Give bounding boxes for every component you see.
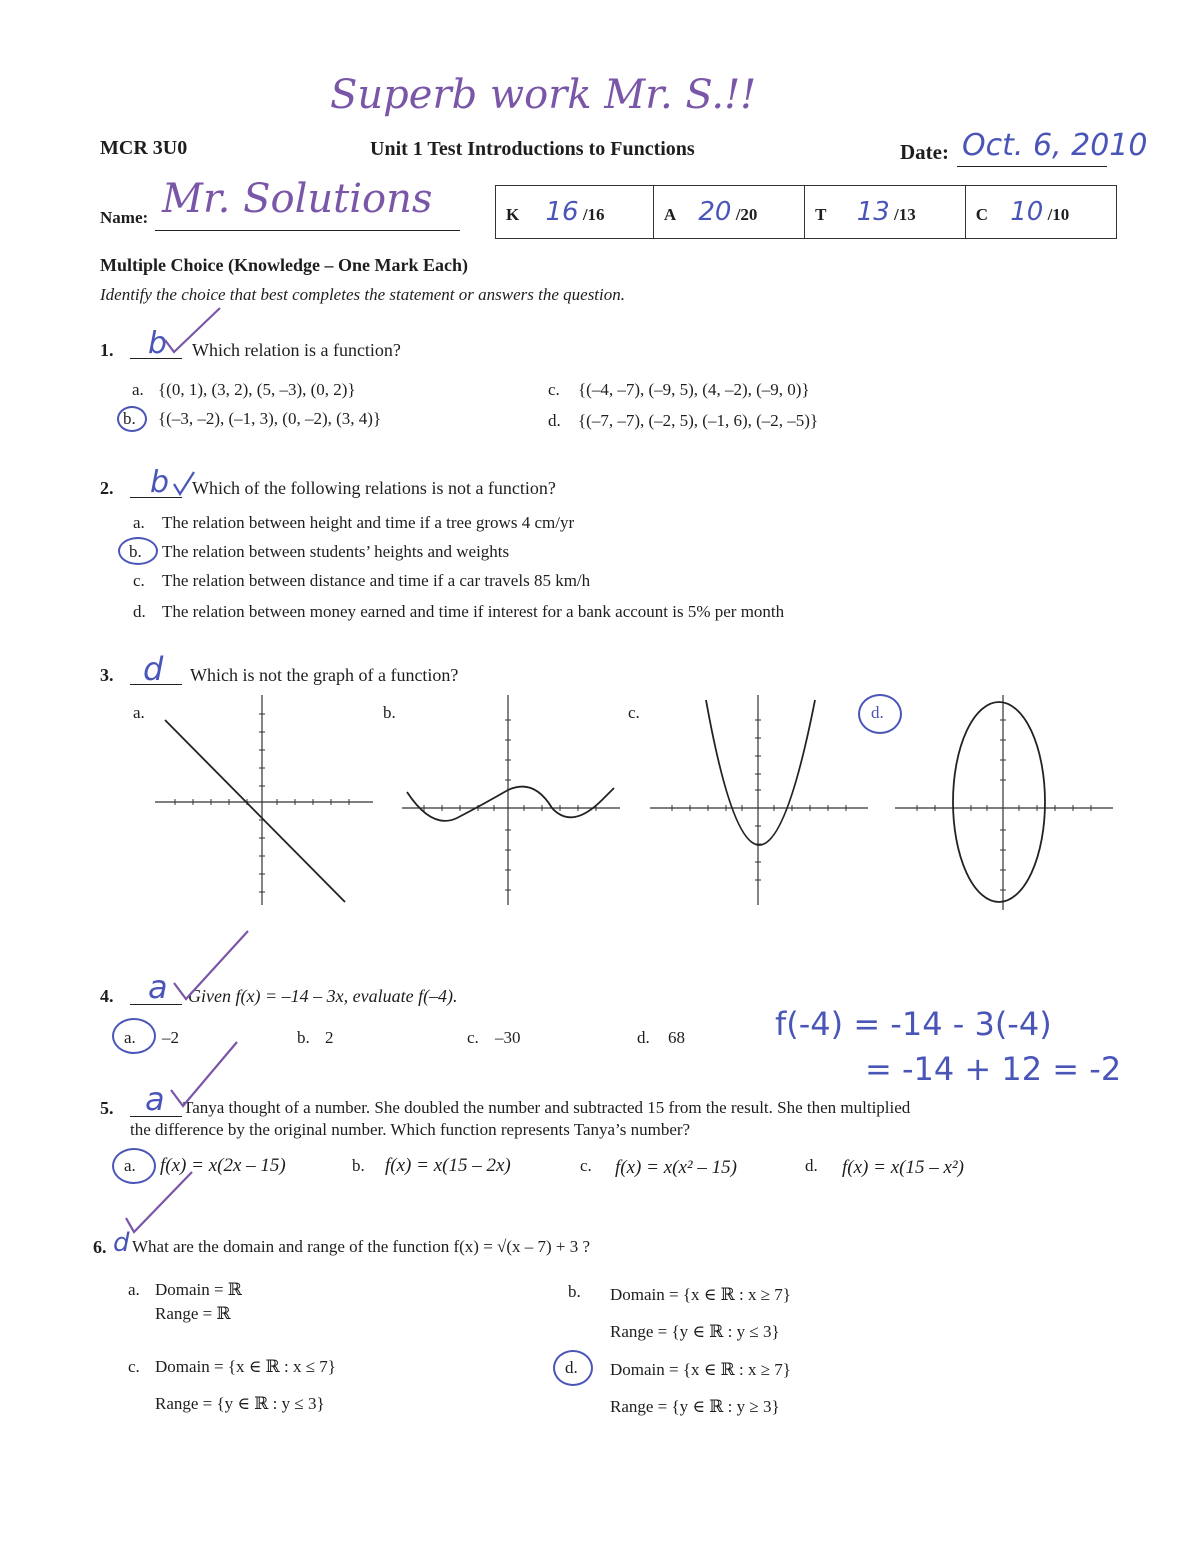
question-text-line-2: the difference by the original number. Which function represents Tanya’s number? bbox=[130, 1120, 691, 1139]
score-cell-k: K 16 /16 bbox=[496, 186, 654, 239]
option-text: {(–7, –7), (–2, 5), (–1, 6), (–2, –5)} bbox=[578, 411, 819, 430]
check-mark-icon bbox=[168, 925, 258, 1005]
option-text: 68 bbox=[668, 1028, 685, 1047]
option-text: {(–3, –2), (–1, 3), (0, –2), (3, 4)} bbox=[158, 409, 382, 428]
option-letter: d. bbox=[637, 1028, 650, 1047]
option-letter: a. bbox=[132, 380, 144, 399]
option-letter: d. bbox=[805, 1156, 818, 1175]
question-number: 2. bbox=[100, 478, 114, 498]
question-number: 5. bbox=[100, 1098, 114, 1118]
option-range: Range = {y ∈ ℝ : y ≤ 3} bbox=[155, 1394, 325, 1413]
option-domain: Domain = {x ∈ ℝ : x ≥ 7} bbox=[610, 1285, 791, 1304]
answer-mark: d bbox=[143, 650, 164, 688]
option-text: {(–4, –7), (–9, 5), (4, –2), (–9, 0)} bbox=[578, 380, 810, 399]
graph-b-wave bbox=[402, 690, 622, 910]
option-letter: a. bbox=[133, 703, 145, 722]
option-letter: c. bbox=[628, 703, 640, 722]
option-letter: d. bbox=[871, 703, 884, 722]
score-cell-t: T 13 /13 bbox=[805, 186, 966, 239]
score-cell-a: A 20 /20 bbox=[653, 186, 804, 239]
check-mark-icon bbox=[165, 1038, 245, 1113]
section-title: Multiple Choice (Knowledge – One Mark Each) bbox=[100, 255, 468, 275]
option-letter: c. bbox=[467, 1028, 479, 1047]
option-letter: d. bbox=[133, 602, 146, 621]
question-number: 3. bbox=[100, 665, 114, 685]
option-text: {(0, 1), (3, 2), (5, –3), (0, 2)} bbox=[158, 380, 356, 399]
option-domain: Domain = {x ∈ ℝ : x ≤ 7} bbox=[155, 1357, 336, 1376]
question-text-line-1: Tanya thought of a number. She doubled the number and subtracted 15 from the result. She then multiplied bbox=[183, 1098, 911, 1117]
question-number: 4. bbox=[100, 986, 114, 1006]
option-letter: a. bbox=[133, 513, 145, 532]
option-text: –30 bbox=[495, 1028, 521, 1047]
option-range: Range = ℝ bbox=[155, 1304, 231, 1323]
option-text: The relation between students’ heights and weights bbox=[162, 542, 510, 561]
question-number: 1. bbox=[100, 340, 114, 360]
question-text: What are the domain and range of the function f(x) = √(x – 7) + 3 ? bbox=[132, 1237, 591, 1256]
section-instructions: Identify the choice that best completes the statement or answers the question. bbox=[100, 285, 625, 304]
teacher-comment: Superb work Mr. S.!! bbox=[330, 72, 757, 118]
test-title: Unit 1 Test Introductions to Functions bbox=[370, 138, 695, 160]
answer-mark: b bbox=[150, 465, 170, 500]
option-letter: b. bbox=[129, 542, 142, 561]
option-text: f(x) = x(15 – x²) bbox=[842, 1157, 964, 1178]
name-label: Name: bbox=[100, 208, 149, 227]
graph-a-line bbox=[155, 690, 375, 910]
score-table bbox=[495, 185, 1117, 239]
option-letter: c. bbox=[580, 1156, 592, 1175]
work-line-2: = -14 + 12 = -2 bbox=[865, 1050, 1122, 1088]
option-domain: Domain = ℝ bbox=[155, 1280, 242, 1299]
check-mark-icon bbox=[120, 1168, 200, 1238]
score-cell-c: C 10 /10 bbox=[965, 186, 1116, 239]
name-value: Mr. Solutions bbox=[162, 176, 433, 222]
option-letter: a. bbox=[124, 1028, 136, 1047]
question-text: Which relation is a function? bbox=[192, 340, 401, 360]
option-letter: b. bbox=[383, 703, 396, 722]
option-text: –2 bbox=[162, 1028, 179, 1047]
option-letter: b. bbox=[568, 1282, 581, 1301]
option-letter: a. bbox=[128, 1280, 140, 1299]
question-text: Which is not the graph of a function? bbox=[190, 665, 459, 685]
question-text: Given f(x) = –14 – 3x, evaluate f(–4). bbox=[188, 986, 458, 1006]
check-mark-icon bbox=[170, 468, 200, 498]
graph-d-ellipse bbox=[895, 690, 1115, 915]
option-text: The relation between money earned and time if interest for a bank account is 5% per month bbox=[162, 602, 785, 621]
date-value: Oct. 6, 2010 bbox=[962, 128, 1148, 163]
check-mark-icon bbox=[160, 300, 230, 360]
name-underline bbox=[155, 230, 460, 231]
course-code: MCR 3U0 bbox=[100, 137, 188, 159]
option-text: The relation between height and time if a tree grows 4 cm/yr bbox=[162, 513, 575, 532]
option-letter: d. bbox=[548, 411, 561, 430]
date-label: Date: bbox=[900, 140, 949, 164]
option-range: Range = {y ∈ ℝ : y ≥ 3} bbox=[610, 1397, 780, 1416]
option-letter: a. bbox=[124, 1156, 136, 1175]
option-range: Range = {y ∈ ℝ : y ≤ 3} bbox=[610, 1322, 780, 1341]
question-number: 6. bbox=[93, 1237, 107, 1257]
option-domain: Domain = {x ∈ ℝ : x ≥ 7} bbox=[610, 1360, 791, 1379]
option-text: The relation between distance and time if a car travels 85 km/h bbox=[162, 571, 591, 590]
option-text: f(x) = x(x² – 15) bbox=[615, 1157, 737, 1178]
answer-mark: d bbox=[113, 1228, 130, 1258]
answer-mark: a bbox=[148, 968, 168, 1006]
option-text: f(x) = x(2x – 15) bbox=[160, 1155, 286, 1176]
work-line-1: f(-4) = -14 - 3(-4) bbox=[775, 1005, 1052, 1043]
graph-c-parabola bbox=[650, 690, 870, 910]
option-letter: b. bbox=[297, 1028, 310, 1047]
question-text: Which of the following relations is not a function? bbox=[192, 478, 556, 498]
option-text: f(x) = x(15 – 2x) bbox=[385, 1155, 511, 1176]
option-letter: b. bbox=[123, 409, 136, 428]
option-letter: c. bbox=[133, 571, 145, 590]
option-letter: c. bbox=[128, 1357, 140, 1376]
answer-mark: b bbox=[148, 326, 168, 361]
date-underline bbox=[957, 166, 1107, 167]
option-letter: c. bbox=[548, 380, 560, 399]
option-text: 2 bbox=[325, 1028, 334, 1047]
option-letter: b. bbox=[352, 1156, 365, 1175]
option-letter: d. bbox=[565, 1358, 578, 1377]
answer-mark: a bbox=[145, 1080, 165, 1118]
